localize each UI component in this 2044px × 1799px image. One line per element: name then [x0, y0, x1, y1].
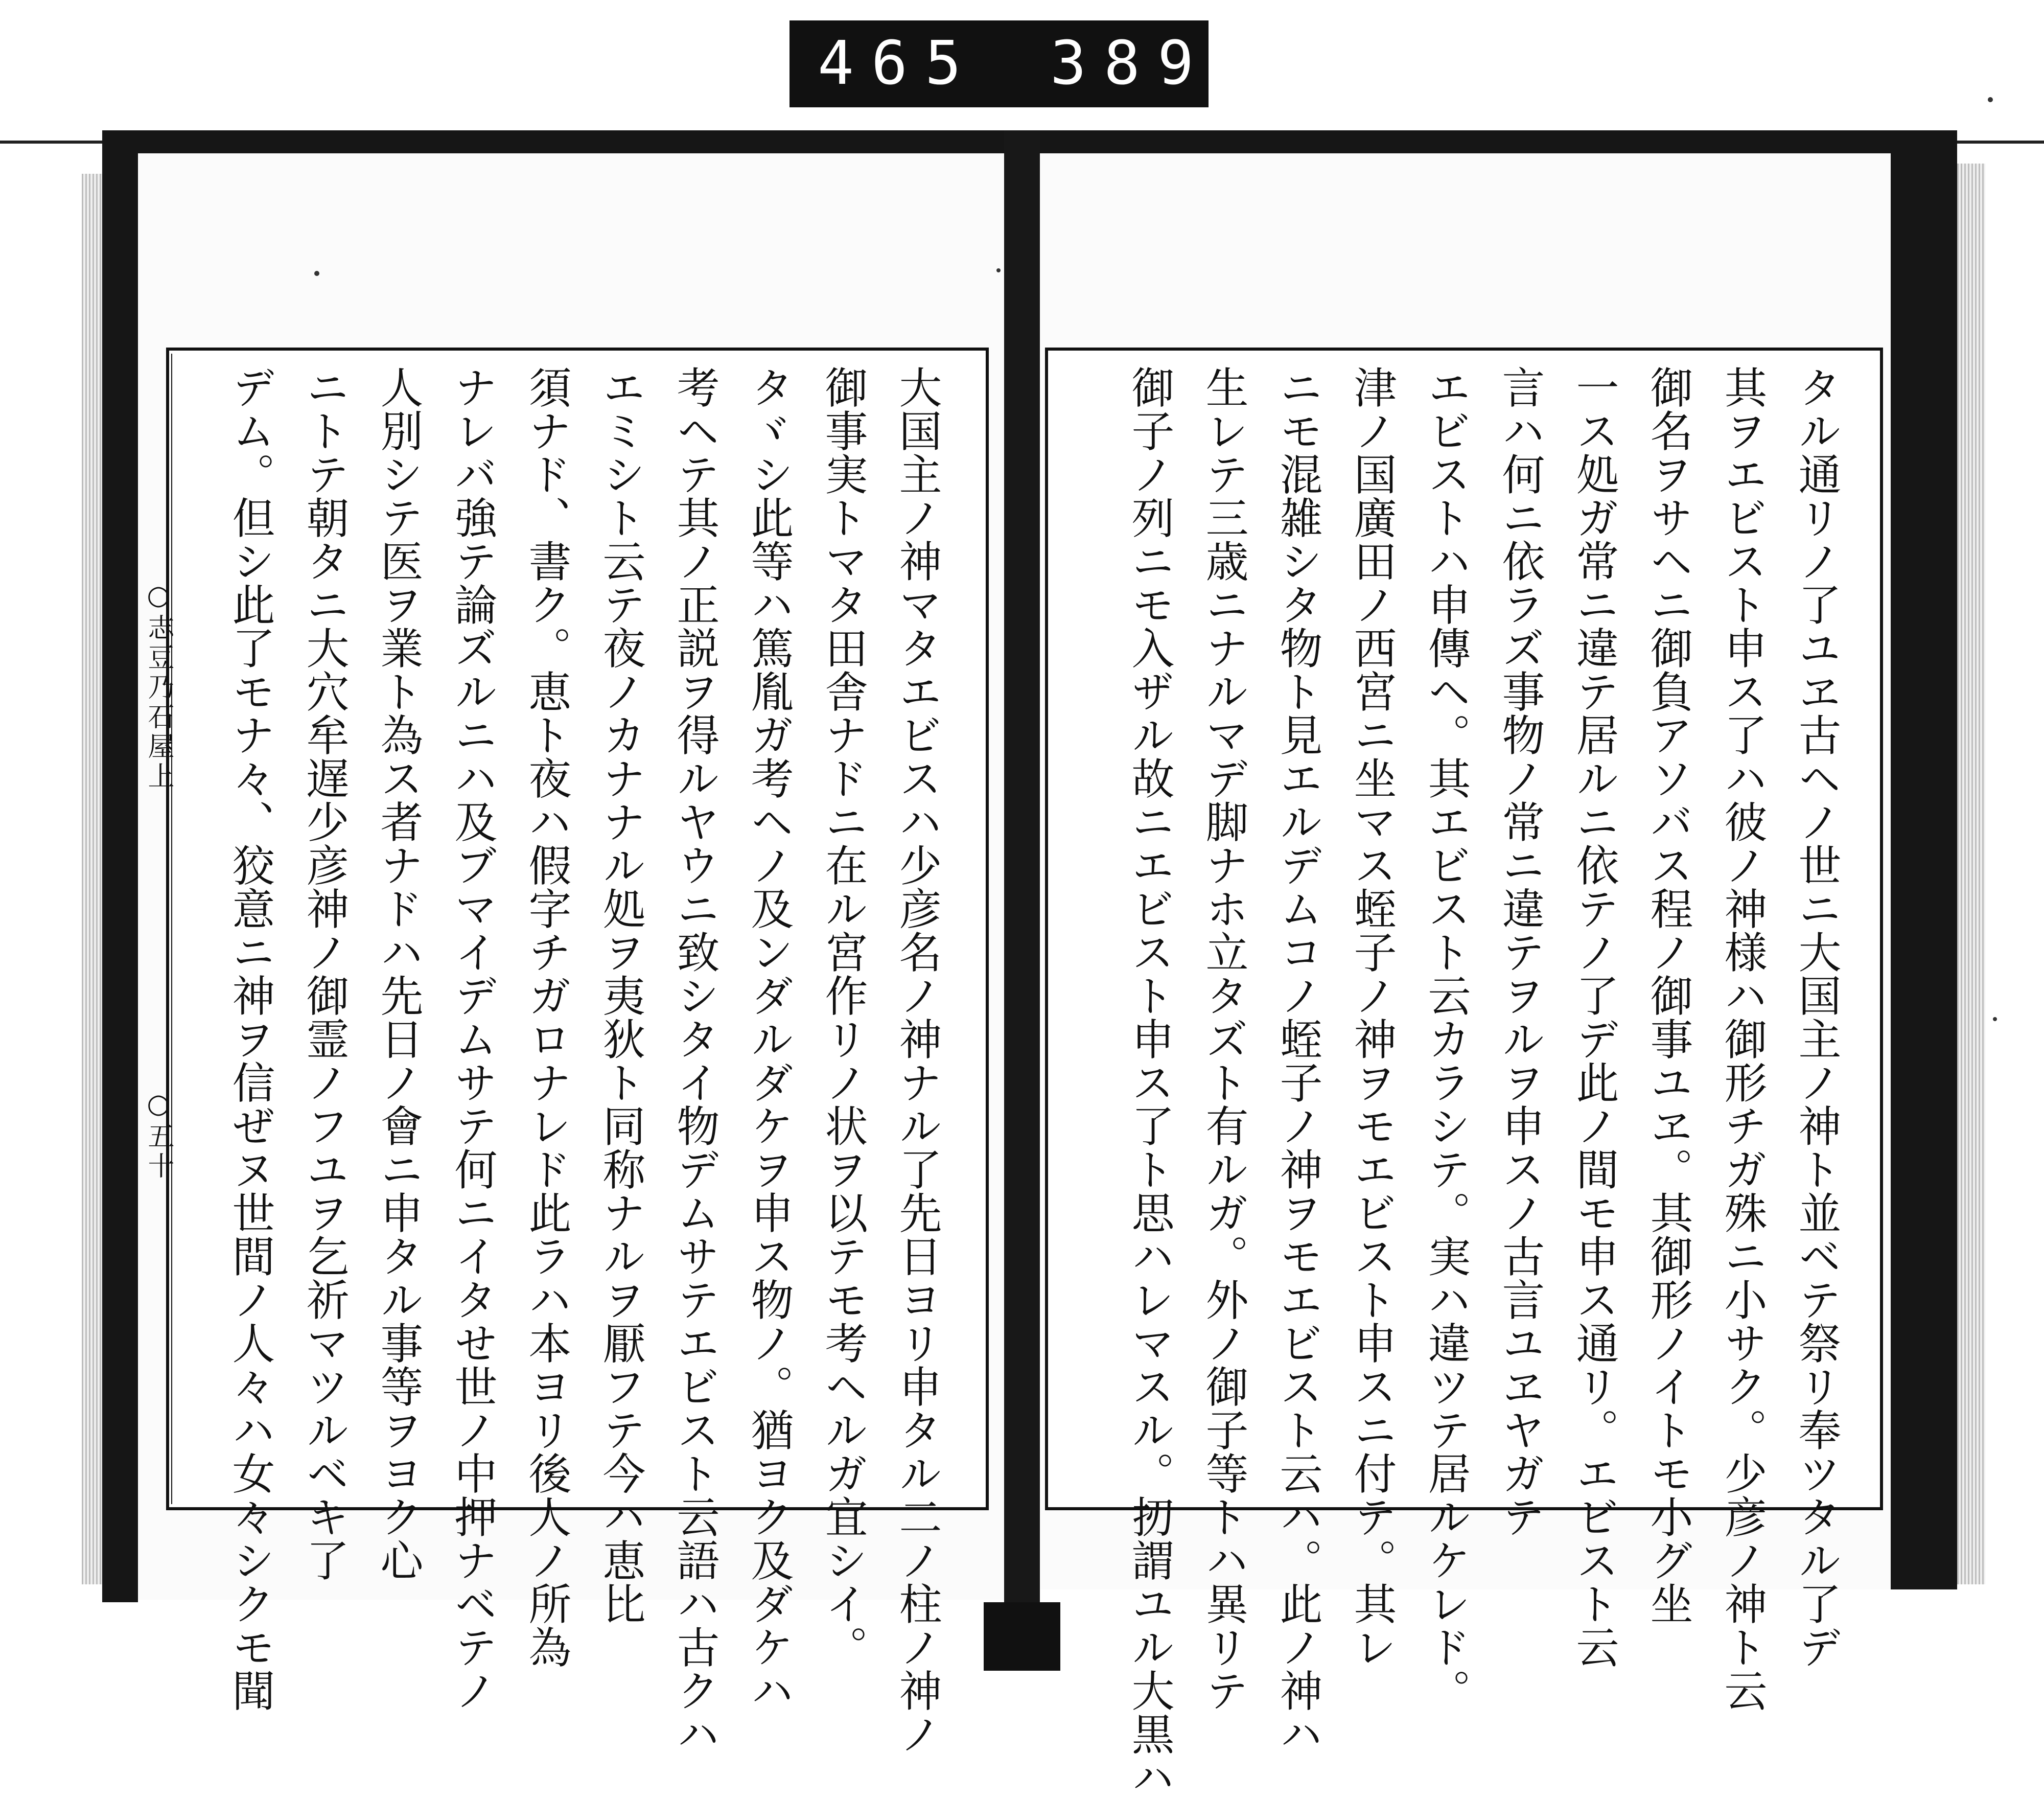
book-cover-top-left — [102, 130, 1004, 153]
film-number-right: 389. — [1050, 28, 1265, 98]
book-title: ○志豆乃石屋上 — [143, 580, 174, 792]
right-text-column: エビストハ申傳ヘ。其エビスト云カラシテ。実ハ違ツテ居ルケレド。 — [1421, 365, 1471, 1712]
left-text-column: 人別シテ医ヲ業ト為ス者ナドハ先日ノ會ニ申タル事等ヲヨク心 — [374, 365, 424, 1582]
right-text-column: 一ス処ガ常ニ違テ居ルニ依テノ了デ此ノ間モ申ス通リ。エビスト云 — [1569, 365, 1619, 1669]
book-cover-right — [1891, 133, 1957, 1589]
right-text-column: 御子ノ列ニモ入ザル故ニエビスト申ス了ト思ハレマスル。扨謂ユル大黒ハ — [1125, 365, 1175, 1799]
left-text-column: ナレバ強テ論ズルニハ及ブマイデムサテ何ニイタせ世ノ中押ナベテノ — [448, 365, 498, 1712]
left-text-column: 大国主ノ神マタエビスハ少彦名ノ神ナル了先日ヨリ申タル二ノ柱ノ神ノ — [892, 365, 942, 1756]
page-edge-left — [82, 174, 102, 1584]
scan-speck — [1988, 97, 1993, 102]
right-text-column: 生レテ三歳ニナルマデ脚ナホ立タズト有ルガ。外ノ御子等トハ異リテ — [1199, 365, 1249, 1712]
left-text-column: ニトテ朝タニ大穴牟遅少彦神ノ御霊ノフユヲ乞祈マツルベキ了 — [299, 365, 350, 1582]
left-text-column: 考ヘテ其ノ正説ヲ得ルヤウニ致シタイ物デムサテエビスト云語ハ古クハ — [670, 365, 720, 1756]
right-text-column: タル通リノ了ユヱ古ヘノ世ニ大国主ノ神ト並ベテ祭リ奉ツタル了デ — [1792, 365, 1842, 1669]
page-edge-right — [1957, 164, 1985, 1584]
film-number-left: 465 — [818, 28, 979, 98]
right-text-column: 言ハ何ニ依ラズ事物ノ常ニ違テヲルヲ申スノ古言ユヱヤガテ — [1495, 365, 1545, 1538]
scan-speck — [314, 271, 319, 276]
film-number-bar — [789, 20, 1265, 107]
scan-speck — [1993, 1017, 1997, 1021]
margin-rule — [171, 354, 172, 1504]
book-cover-left — [102, 130, 138, 1602]
right-text-column: 津ノ国廣田ノ西宮ニ坐マス蛭子ノ神ヲモエビスト申スニ付テ。其レ — [1347, 365, 1397, 1669]
left-text-column: 御事実トマタ田舎ナドニ在ル宮作リノ状ヲ以テモ考ヘルガ宜シイ。 — [818, 365, 868, 1669]
book-cover-top-right — [1040, 130, 1957, 153]
left-text-column: デム。但シ此了モナ々、狡意ニ神ヲ信ぜヌ世間ノ人々ハ女々シクモ聞 — [225, 365, 275, 1712]
right-text-column: 其ヲエビスト申ス了ハ彼ノ神様ハ御形チガ殊ニ小サク。少彦ノ神ト云 — [1717, 365, 1768, 1712]
book-spine-foot — [984, 1602, 1060, 1671]
book-spine — [1004, 130, 1040, 1671]
page-number: ○五十 — [143, 1089, 174, 1182]
left-text-column: 須ナド、書ク。恵ト夜ハ假字チガロナレド此ラハ本ヨリ後人ノ所為 — [522, 365, 572, 1669]
left-text-column: タヾシ此等ハ篤胤ガ考ヘノ及ンダルダケヲ申ス物ノ。猶ヨク及ダケハ — [744, 365, 794, 1712]
left-text-column: エミシト云テ夜ノカナナル処ヲ夷狄ト同称ナルヲ厭フテ今ハ恵比 — [596, 365, 646, 1625]
scan-speck — [996, 268, 1001, 272]
right-text-column: 御名ヲサヘニ御負アソバス程ノ御事ユヱ。其御形ノイトモ小グ坐 — [1643, 365, 1693, 1625]
right-text-column: ニモ混雑シタ物ト見エルデムコノ蛭子ノ神ヲモエビスト云ハ。此ノ神ハ — [1273, 365, 1323, 1756]
